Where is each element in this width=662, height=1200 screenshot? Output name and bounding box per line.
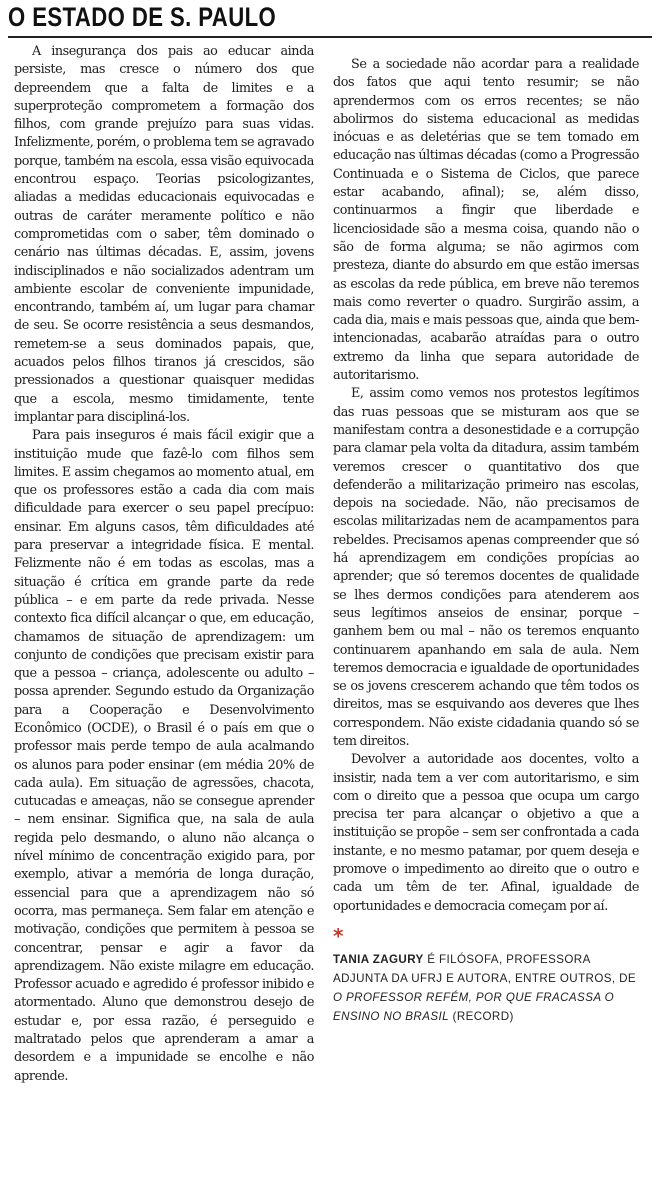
- article-paragraph: E, assim como vemos nos protestos legítimos das ruas pessoas que se misturam aos que se manifestam contra a desonestidade e a corrupção para clamar pela volta da ditadura, assim também veremos crescer o quantitativo dos que defenderão a militarização primeiro nas escolas, depois na sociedade. Não, não precisamos de escolas militarizadas nem de acampamentos para rebeldes. Precisamos apenas compreender que só há aprendizagem em condições propícias ao aprender; que só teremos docentes de qualidade se lhes dermos condições para atenderem aos seus legítimos anseios de ensinar, porque – ganhem bem ou mal – não os teremos enquanto continuarem apanhando em sala de aula. Nem teremos democracia e igualdade de oportunidades se os jovens crescerem achando que têm todos os direitos, mas se esquivando aos deveres que lhes correspondem. Não existe cidadania quando só se tem direitos.: [333, 386, 639, 749]
- article-paragraph: Para pais inseguros é mais fácil exigir que a instituição mude que fazê-lo com filhos sem limites. E assim chegamos ao momento atual, em que os professores estão a cada dia com mais dificuldade para exercer o seu papel precípuo: ensinar. Em alguns casos, têm dificuldades até para preservar a integridade física. E mental. Felizmente não é em todas as escolas, mas a situação é crítica em grande parte da rede pública – e em parte da rede privada. Nesse contexto fica difícil alcançar o que, em educação, chamamos de situação de aprendizagem: um conjunto de condições que precisam existir para que a pessoa – criança, adolescente ou adulto – possa aprender. Segundo estudo da Organização para a Cooperação e Desenvolvimento Econômico (OCDE), o Brasil é o país em que o professor mais perde tempo de aula acalmando os alunos para poder ensinar (em média 20% de cada aula). Em situação de agressões, chacota, cutucadas e ameaças, não se consegue aprender – nem ensinar. Significa que, na sala de aula regida pelo desmando, o aluno não alcança o nível mínimo de concentração exigido para, por exemplo, ativar a memória de longa duração, essencial para que a aprendizagem não só ocorra, mas permaneça. Sem falar em atenção e motivação, condições que permitem à pessoa se concentrar, pensar e agir a favor da aprendizagem. Não existe milagre em educação. Professor acuado e agredido é professor inibido e atormentado. Aluno que demonstrou desejo de estudar e, por essa razão, é perseguido e maltratado pelos que aprenderam a amar a desordem e a impunidade se encolhe e não aprende.: [14, 428, 314, 1084]
- article-column-right: [333, 56, 639, 1026]
- article-paragraph: Se a sociedade não acordar para a realidade dos fatos que aqui tento resumir; se não aprendermos com os erros recentes; se não abolirmos do sistema educacional as medidas inócuas e as deletérias que se tem tomado em educação nas últimas décadas (como a Progressão Continuada e o Sistema de Ciclos, que parece estar acabando, afinal); se, além disso, continuarmos a fingir que liberdade e licenciosidade são a mesma coisa, quando não o são de forma alguma; se não agirmos com presteza, diante do absurdo em que estão imersas as escolas da rede pública, em breve não teremos mais como reverter o quadro. Surgirão assim, a cada dia, mais e mais pessoas que, ainda que bem-intencionadas, acabarão atraídas para o outro extremo da linha que separa autoridade de autoritarismo.: [333, 57, 639, 384]
- asterisk-icon: *: [333, 923, 344, 948]
- author-name: TANIA ZAGURY: [333, 952, 424, 966]
- author-byline: [333, 950, 639, 1026]
- article-paragraph: Devolver a autoridade aos docentes, volto a insistir, nada tem a ver com autoritarismo, e sim com o direito que a pessoa que ocupa um cargo precisa ter para alcançar o objetivo a que a instituição se propõe – sem ser confrontada a cada instante, e no mesmo patamar, por quem deseja e promove o impedimento ao direito que o outro e cada um têm de ter. Afinal, igualdade de oportunidades e democracia começam por aí.: [333, 752, 639, 914]
- book-publisher: (RECORD): [448, 1009, 514, 1023]
- author-bio: É FILÓSOFA, PROFESSORA ADJUNTA DA UFRJ E AUTORA, ENTRE OUTROS, DE: [333, 952, 637, 985]
- masthead-title: O ESTADO DE S. PAULO: [8, 2, 277, 32]
- article-column-left: [14, 43, 314, 1086]
- masthead-rule: [8, 36, 652, 38]
- article-paragraph: A insegurança dos pais ao educar ainda persiste, mas cresce o número dos que depreendem que a falta de limites e a superproteção comprometem a formação dos filhos, com grande prejuízo para suas vidas. Infelizmente, porém, o problema tem se agravado porque, também na escola, essa visão equivocada encontrou espaço. Teorias psicologizantes, aliadas a medidas educacionais equivocadas e outras de caráter meramente político e não comprometidas com o saber, têm dominado o cenário nas últimas décadas. E, assim, jovens indisciplinados e não socializados adentram um ambiente escolar de conveniente impunidade, encontrando, também aí, um lugar para chamar de seu. Se ocorre resistência a seus desmandos, remetem-se a seus dominados papais, que, acuados pelos filhos tiranos já crescidos, são pressionados a questionar quaisquer medidas que a escola, mesmo timidamente, tente implantar para discipliná-los.: [14, 44, 314, 425]
- book-title: O PROFESSOR REFÉM, POR QUE FRACASSA O ENSINO NO BRASIL: [333, 990, 615, 1023]
